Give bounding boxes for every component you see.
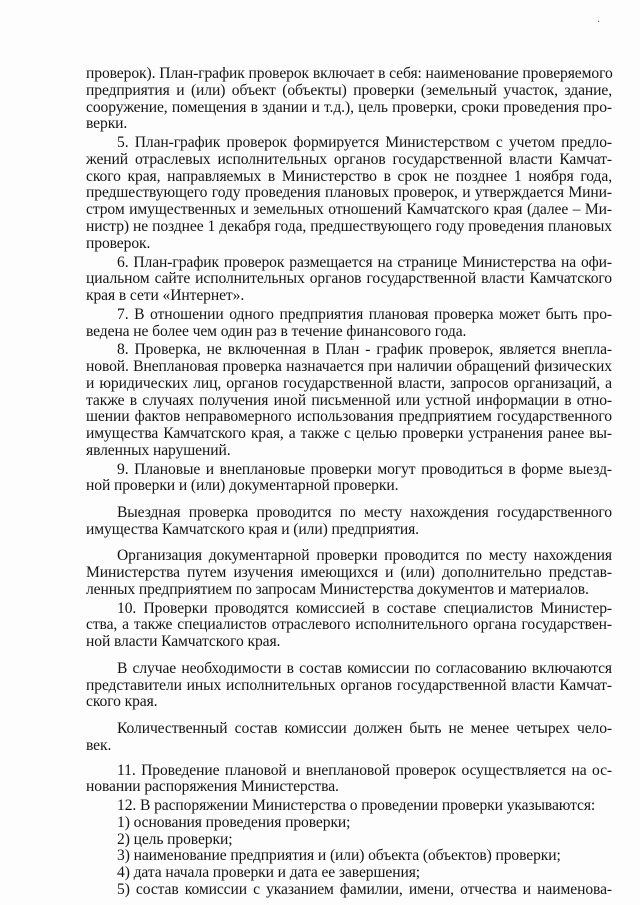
- text-line: В случае необходимости в состав комиссии по согласованию включаются: [117, 660, 612, 677]
- text-line: 8. Проверка, не включенная в План - график проверок, является внепла-: [117, 341, 612, 358]
- text-line: ства, а также специалистов отраслевого исполнительного органа государствен-: [86, 616, 612, 633]
- text-line: 10. Проверки проводятся комиссией в составе специалистов Министер-: [117, 600, 612, 617]
- text-line: шении фактов неправомерного использования предприятием государственного: [86, 408, 612, 425]
- text-line: проверок). План-график проверок включает в себя: наименование проверяемого: [86, 65, 613, 82]
- text-line: имущества Камчатского края, а также с целью проверки устранения ранее вы-: [86, 425, 612, 442]
- text-line: 6. План-график проверок размещается на странице Министерства на офи-: [117, 254, 612, 271]
- text-line: и юридических лиц, органов государственной власти, запросов организаций, а: [86, 375, 612, 392]
- text-line: Выездная проверка проводится по месту нахождения государственного: [117, 504, 612, 521]
- text-line: явленных нарушений.: [86, 442, 231, 459]
- text-line: 12. В распоряжении Министерства о проведении проверки указываются:: [117, 797, 596, 814]
- text-line: 2) цель проверки;: [117, 831, 233, 848]
- text-line: ной власти Камчатского края.: [86, 633, 281, 650]
- text-line: имущества Камчатского края и (или) предприятия.: [86, 521, 419, 538]
- text-line: новании распоряжения Министерства.: [86, 778, 339, 795]
- text-line: ского края, направляемых в Министерство в срок не позднее 1 ноября года,: [86, 168, 612, 185]
- text-line: 7. В отношении одного предприятия плановая проверка может быть про-: [117, 306, 612, 323]
- text-line: 3) наименование предприятия и (или) объекта (объектов) проверки;: [117, 847, 561, 864]
- text-line: 5) состав комиссии с указанием фамилии, имени, отчества и наименова-: [117, 881, 612, 898]
- text-line: также в случаях получения иной письменной или устной информации в отно-: [86, 392, 612, 409]
- text-line: верки.: [86, 115, 128, 132]
- text-line: 11. Проведение плановой и внеплановой проверок осуществляется на ос-: [117, 762, 612, 779]
- text-line: 5. План-график проверок формируется Министерством с учетом предло-: [117, 134, 612, 151]
- text-line: предприятия и (или) объект (объекты) проверки (земельный участок, здание,: [86, 82, 612, 99]
- text-line: циальном сайте исполнительных органов государственной власти Камчатского: [86, 270, 612, 287]
- text-line: ной проверки и (или) документарной проверки.: [86, 477, 399, 494]
- text-line: новой. Внеплановая проверка назначается при наличии обращений физических: [86, 358, 612, 375]
- text-line: ского края.: [86, 693, 158, 710]
- text-line: 4) дата начала проверки и дата ее завершения;: [117, 864, 421, 881]
- text-line: нистр) не позднее 1 декабря года, предшествующего году проведения плановых: [86, 218, 612, 235]
- text-line: Министерства путем изучения имеющихся и (или) дополнительно представ-: [86, 564, 612, 581]
- text-line: проверок.: [86, 235, 151, 252]
- text-line: век.: [86, 737, 112, 754]
- corner-mark: ·: [597, 17, 601, 28]
- text-line: представители иных исполнительных органов государственной власти Камчат-: [86, 677, 612, 694]
- text-line: стром имущественных и земельных отношений Камчатского края (далее – Ми-: [86, 201, 612, 218]
- text-line: ленных предприятием по запросам Министерства документов и материалов.: [86, 581, 589, 598]
- text-line: края в сети «Интернет».: [86, 287, 245, 304]
- text-line: ведена не более чем один раз в течение финансового года.: [86, 323, 467, 340]
- text-line: предшествующего году проведения плановых проверок, и утверждается Мини-: [86, 184, 612, 201]
- text-line: 1) основания проведения проверки;: [117, 814, 351, 831]
- text-line: Организация документарной проверки проводится по месту нахождения: [117, 547, 612, 564]
- text-line: 9. Плановые и внеплановые проверки могут проводиться в форме выезд-: [117, 461, 612, 478]
- text-line: Количественный состав комиссии должен быть не менее четырех чело-: [117, 720, 612, 737]
- text-line: сооружение, помещения в здании и т.д.), цель проверки, сроки проведения про-: [86, 99, 612, 116]
- text-line: жений отраслевых исполнительных органов государственной власти Камчат-: [86, 151, 612, 168]
